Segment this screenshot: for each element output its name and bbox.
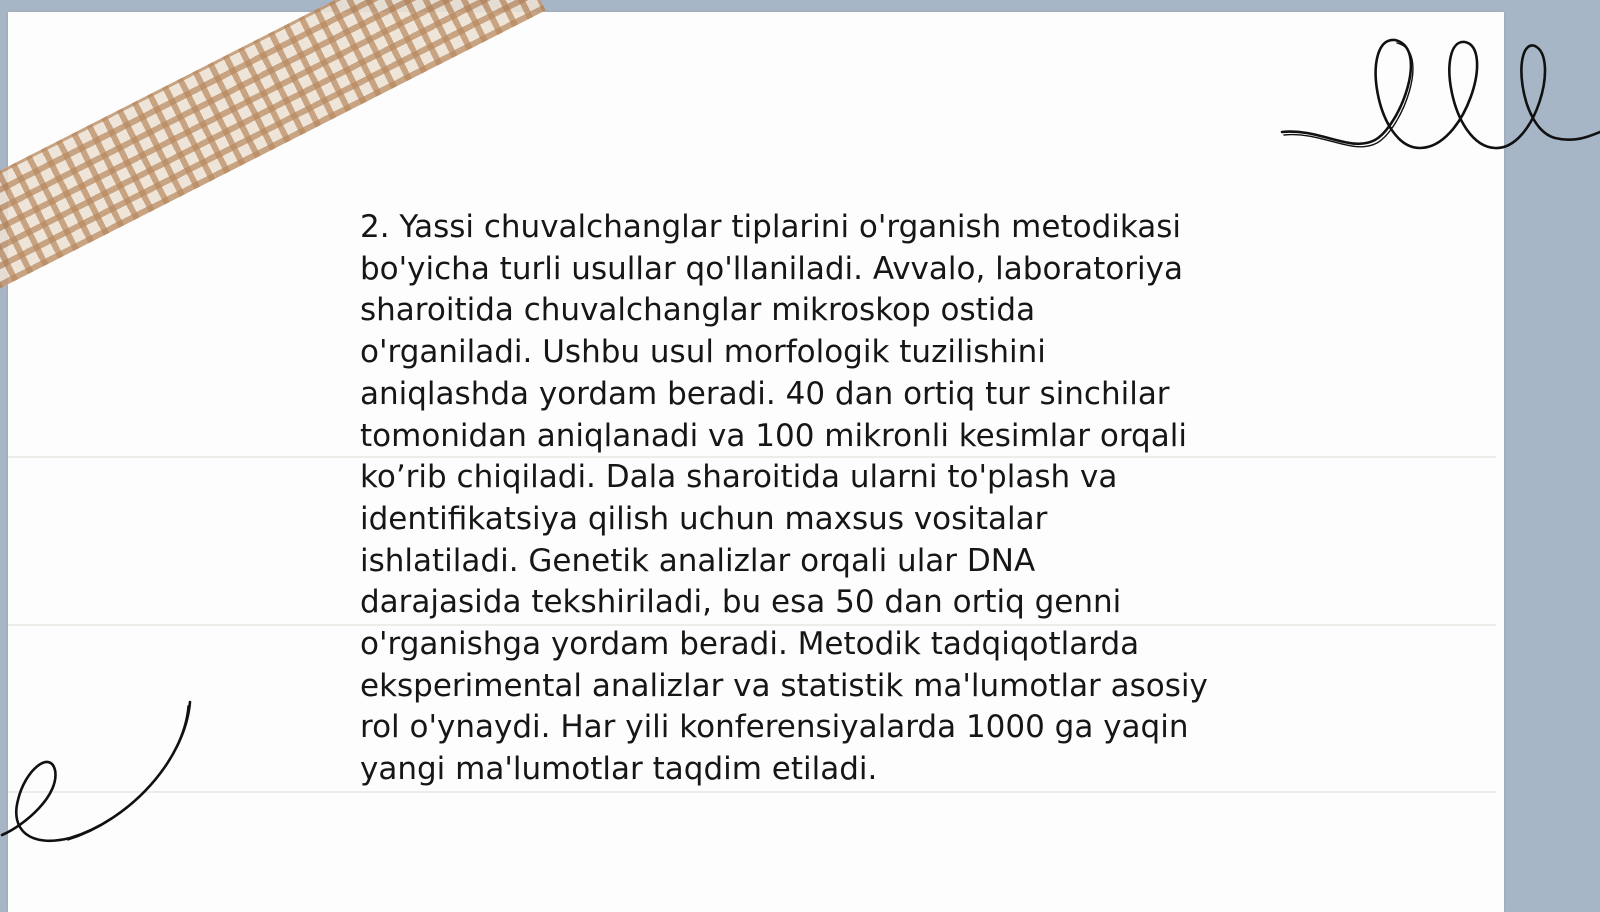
ruled-line — [8, 791, 1496, 793]
slide-body-text: 2. Yassi chuvalchanglar tiplarini o'rganish metodikasi bo'yicha turli usullar qo'llaniladi. Avvalo, laboratoriya sharoitida chuvalchanglar mikroskop ostida o'rganiladi. Ushbu usul morfologik tuzilishini aniqlashda yordam beradi. 40 dan ortiq tur sinchilar tomonidan aniqlanadi va 100 mikronli kesimlar orqali ko’rib chiqiladi. Dala sharoitida ularni to'plash va identifikatsiya qilish uchun maxsus vositalar ishlatiladi. Genetik analizlar orqali ular DNA darajasida tekshiriladi, bu esa 50 dan ortiq genni o'rganishga yordam beradi. Metodik tadqiqotlarda eksperimental analizlar va statistik ma'lumotlar asosiy rol o'ynaydi. Har yili konferensiyalarda 1000 ga yaqin yangi ma'lumotlar taqdim etiladi. — [360, 209, 1208, 788]
swirl-scribble-decoration — [0, 700, 200, 850]
loop-scribble-decoration — [1280, 28, 1600, 168]
